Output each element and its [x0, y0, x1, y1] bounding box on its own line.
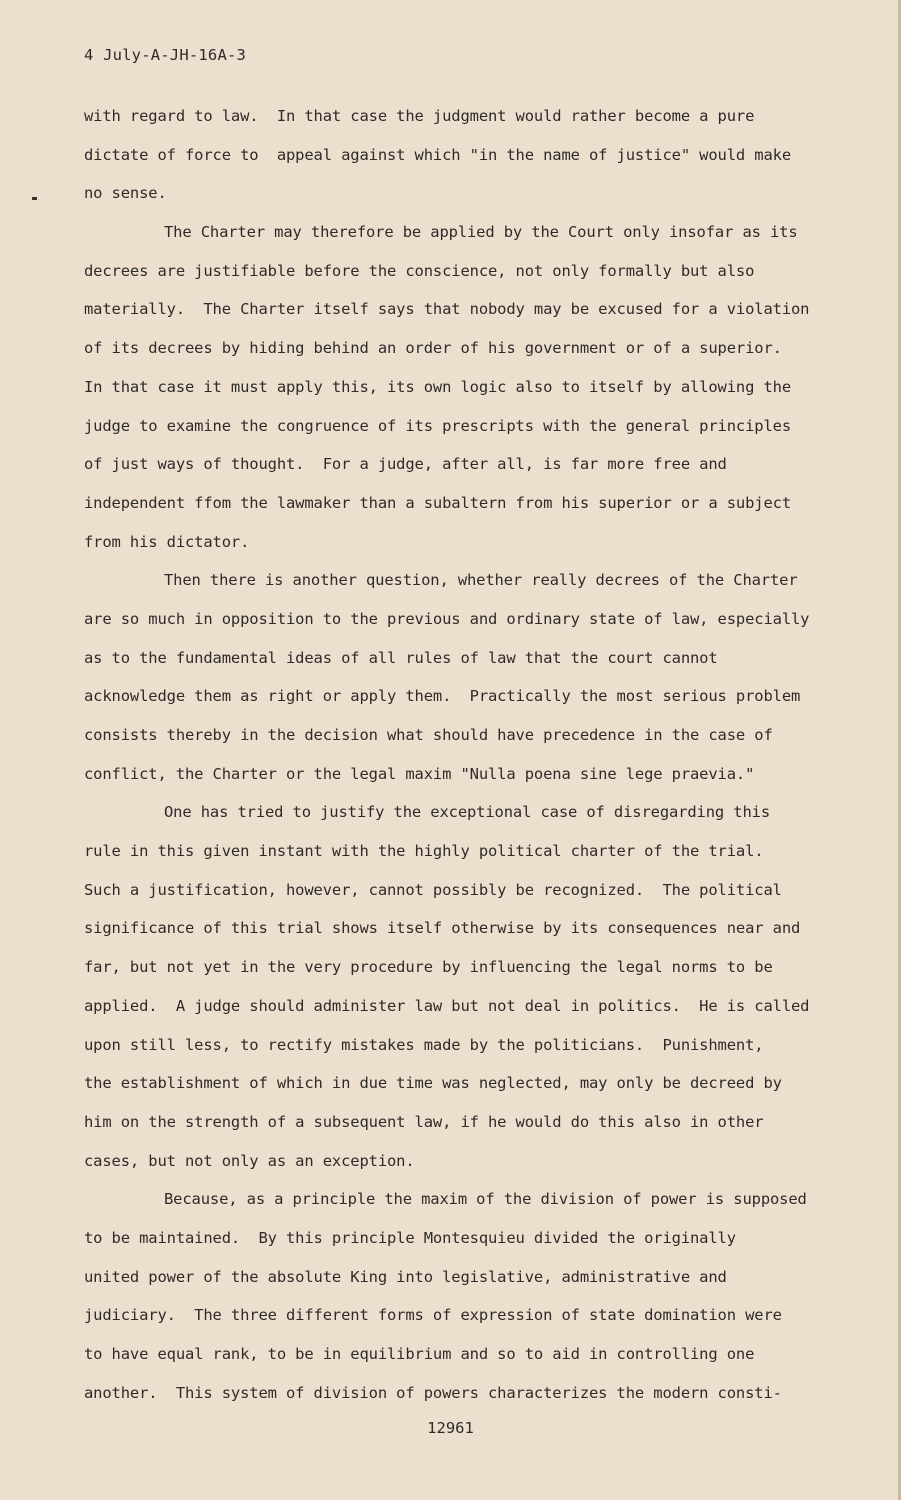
page-number: 12961	[427, 1419, 474, 1437]
text-line: One has tried to justify the exceptional case of disregarding this	[164, 803, 770, 822]
text-line: In that case it must apply this, its own logic also to itself by allowing the	[84, 377, 791, 396]
text-line: of its decrees by hiding behind an order of his government or of a superior.	[84, 339, 782, 358]
text-line: Such a justification, however, cannot possibly be recognized. The political	[84, 880, 782, 899]
text-line: conflict, the Charter or the legal maxim "Nulla poena sine lege praevia."	[84, 764, 755, 783]
text-line: consists thereby in the decision what should have precedence in the case of	[84, 726, 773, 744]
text-line: independent ffom the lawmaker than a subaltern from his superior or a subject	[84, 493, 791, 512]
body-text	[84, 103, 859, 1418]
text-line: upon still less, to rectify mistakes made by the politicians. Punishment,	[84, 1035, 764, 1054]
text-line: cases, but not only as an exception.	[84, 1151, 415, 1170]
text-line: to be maintained. By this principle Montesquieu divided the originally	[84, 1228, 736, 1247]
page-header: 4 July-A-JH-16A-3	[84, 46, 247, 64]
text-line: judiciary. The three different forms of expression of state domination were	[84, 1306, 782, 1325]
text-line: dictate of force to appeal against which "in the name of justice" would make	[84, 145, 791, 164]
margin-mark	[32, 197, 37, 200]
text-line: decrees are justifiable before the conscience, not only formally but also	[84, 261, 755, 280]
text-line: another. This system of division of powers characterizes the modern consti-	[84, 1383, 782, 1402]
text-line: judge to examine the congruence of its prescripts with the general principles	[84, 416, 791, 435]
text-line: of just ways of thought. For a judge, after all, is far more free and	[84, 455, 727, 474]
text-line: from his dictator.	[84, 532, 250, 551]
text-line: materially. The Charter itself says that nobody may be excused for a violation	[84, 300, 810, 319]
text-line: rule in this given instant with the highly political charter of the trial.	[84, 842, 764, 861]
text-line: united power of the absolute King into legislative, administrative and	[84, 1267, 727, 1286]
text-line: with regard to law. In that case the judgment would rather become a pure	[84, 107, 755, 125]
text-line: significance of this trial shows itself otherwise by its consequences near and	[84, 919, 801, 938]
text-line: Then there is another question, whether really decrees of the Charter	[164, 571, 798, 590]
text-line: applied. A judge should administer law but not deal in politics. He is called	[84, 996, 810, 1015]
text-line: him on the strength of a subsequent law, if he would do this also in other	[84, 1112, 764, 1131]
text-line: are so much in opposition to the previous and ordinary state of law, especially	[84, 609, 810, 628]
text-line: Because, as a principle the maxim of the division of power is supposed	[164, 1190, 807, 1209]
text-line: no sense.	[84, 184, 167, 203]
text-line: The Charter may therefore be applied by the Court only insofar as its	[164, 223, 798, 242]
text-line: to have equal rank, to be in equilibrium and so to aid in controlling one	[84, 1345, 755, 1363]
text-line: far, but not yet in the very procedure by influencing the legal norms to be	[84, 958, 773, 977]
text-line: acknowledge them as right or apply them. Practically the most serious problem	[84, 687, 801, 706]
text-line: as to the fundamental ideas of all rules of law that the court cannot	[84, 648, 718, 667]
text-line: the establishment of which in due time was neglected, may only be decreed by	[84, 1074, 782, 1093]
